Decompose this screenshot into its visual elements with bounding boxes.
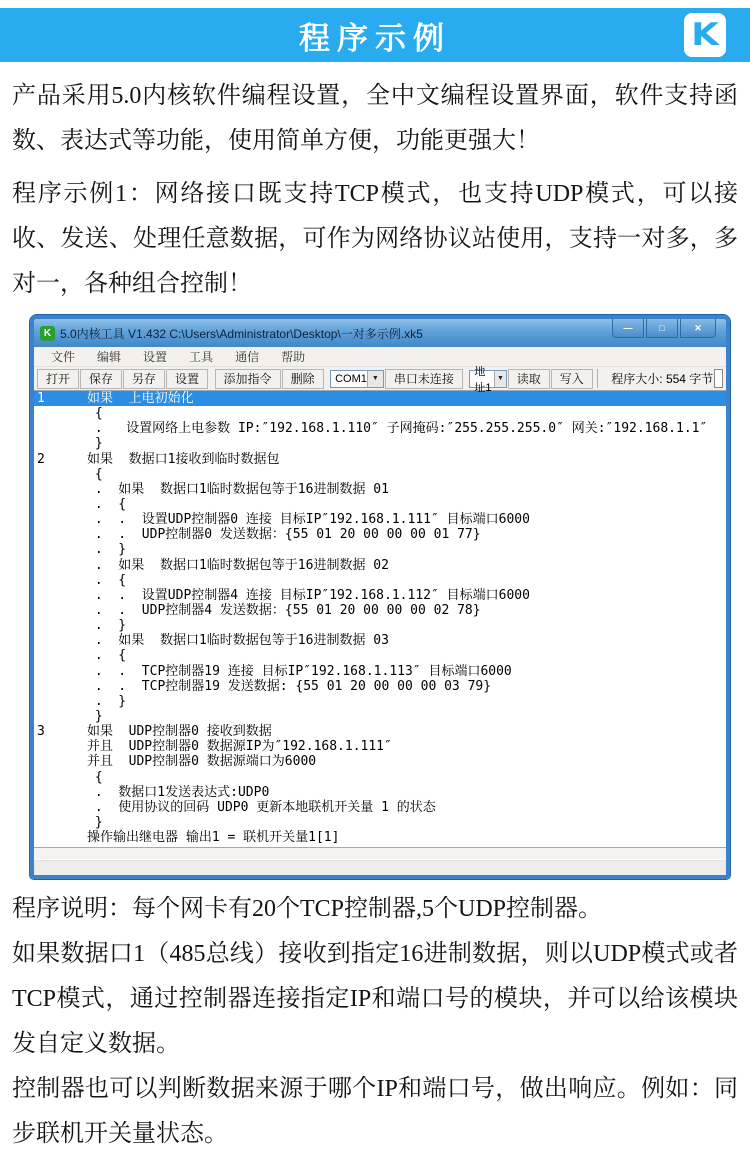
save-as-button[interactable]: 另存: [123, 369, 165, 389]
code-line[interactable]: . . UDP控制器0 发送数据：{55 01 20 00 00 00 01 77}: [87, 527, 481, 543]
code-editor[interactable]: [34, 390, 726, 847]
menu-tools[interactable]: 工具: [189, 350, 214, 364]
brand-logo: [684, 13, 726, 57]
description-paragraph: 程序说明：每个网卡有20个TCP控制器,5个UDP控制器。: [12, 896, 603, 922]
code-line[interactable]: }: [87, 436, 103, 452]
code-line[interactable]: . . 设置UDP控制器0 连接 目标IP″192.168.1.111″ 目标端口6000: [87, 512, 530, 528]
code-line[interactable]: }: [87, 814, 103, 830]
code-line[interactable]: . }: [87, 693, 127, 709]
code-line[interactable]: . 如果 数据口1临时数据包等于16进制数据 02: [87, 557, 389, 573]
program-size-label: 程序大小: 554 字节: [611, 372, 714, 386]
window-title: 5.0内核工具 V1.432 C:\Users\Administrator\Desktop\一对多示例.xk5: [60, 326, 423, 341]
code-line[interactable]: 操作输出继电器 输出1 = 联机开关量1[1]: [87, 830, 340, 846]
read-button[interactable]: 读取: [508, 369, 550, 389]
code-line[interactable]: 并且 UDP控制器0 数据源IP为″192.168.1.111″: [87, 739, 392, 755]
intro-paragraph: 程序示例1：网络接口既支持TCP模式，也支持UDP模式，可以接收、发送、处理任意数据，可作为网络协议站使用，支持一对多，多对一，各种组合控制！: [12, 181, 738, 297]
page-title: 程序示例: [299, 20, 451, 56]
code-line[interactable]: . 使用协议的回码 UDP0 更新本地联机开关量 1 的状态: [87, 799, 436, 815]
code-line[interactable]: 并且 UDP控制器0 数据源端口为6000: [87, 754, 317, 770]
window-titlebar[interactable]: [34, 319, 726, 347]
window-controls: [610, 319, 716, 338]
description-paragraph: 如果数据口1（485总线）接收到指定16进制数据，则以UDP模式或者TCP模式，通过控制器连接指定IP和端口号的模块，并可以给该模块发自定义数据。: [12, 941, 738, 1057]
code-line[interactable]: . 如果 数据口1临时数据包等于16进制数据 03: [87, 633, 389, 649]
address-value: 地址1: [474, 365, 492, 394]
code-line[interactable]: . . TCP控制器19 连接 目标IP″192.168.1.113″ 目标端口6000: [87, 663, 512, 679]
code-line[interactable]: . }: [87, 542, 127, 558]
menu-settings[interactable]: 设置: [143, 350, 168, 364]
code-line[interactable]: . 设置网络上电参数 IP:″192.168.1.110″ 子网掩码:″255.255.255.0″ 网关:″192.168.1.1″: [87, 421, 708, 437]
code-line[interactable]: {: [87, 406, 103, 422]
chevron-down-icon[interactable]: ▼: [494, 371, 506, 387]
code-line[interactable]: {: [87, 466, 103, 482]
delete-button[interactable]: 删除: [282, 369, 324, 389]
chevron-down-icon[interactable]: ▼: [367, 371, 383, 387]
minimize-button[interactable]: [612, 319, 644, 338]
close-button[interactable]: [680, 319, 716, 338]
description-section: [0, 879, 750, 1157]
minimize-icon: —: [623, 323, 633, 333]
save-button[interactable]: 保存: [80, 369, 122, 389]
menu-file[interactable]: 文件: [51, 350, 76, 364]
address-select[interactable]: [469, 365, 506, 394]
status-bar: [34, 859, 726, 875]
code-line[interactable]: . . 设置UDP控制器4 连接 目标IP″192.168.1.112″ 目标端口6000: [87, 587, 530, 603]
toolbar-end-field[interactable]: [714, 369, 723, 388]
code-line[interactable]: . {: [87, 496, 127, 512]
com-port-value: COM1: [335, 372, 367, 385]
intro-section: [0, 62, 750, 307]
code-line[interactable]: . {: [87, 648, 127, 664]
code-line[interactable]: 3 如果 UDP控制器0 接收到数据: [37, 724, 272, 740]
code-line[interactable]: . . TCP控制器19 发送数据: {55 01 20 00 00 00 03 79}: [87, 678, 492, 694]
code-line[interactable]: 2 如果 数据口1接收到临时数据包: [37, 451, 280, 467]
menu-edit[interactable]: 编辑: [97, 350, 122, 364]
brand-k-icon: K: [691, 17, 719, 53]
code-line[interactable]: . }: [87, 618, 127, 634]
code-line[interactable]: . . UDP控制器4 发送数据：{55 01 20 00 00 00 02 78}: [87, 602, 481, 618]
app-k-icon: K: [40, 326, 55, 341]
close-icon: ✕: [694, 322, 702, 333]
menu-comm[interactable]: 通信: [235, 350, 260, 364]
menu-help[interactable]: 帮助: [281, 350, 306, 364]
settings-button[interactable]: 设置: [166, 369, 208, 389]
serial-connect-button[interactable]: 串口未连接: [385, 369, 463, 389]
add-command-button[interactable]: 添加指令: [215, 369, 281, 389]
write-button[interactable]: 写入: [551, 369, 593, 389]
code-line[interactable]: {: [87, 769, 103, 785]
menu-bar: [34, 347, 726, 367]
intro-paragraph: 产品采用5.0内核软件编程设置，全中文编程设置界面，软件支持函数、表达式等功能，使用简单方便，功能更强大！: [12, 83, 738, 154]
com-port-select[interactable]: [330, 370, 384, 388]
code-line[interactable]: . 如果 数据口1临时数据包等于16进制数据 01: [87, 481, 389, 497]
app-window: [30, 315, 730, 879]
code-line[interactable]: . 数据口1发送表达式:UDP0: [87, 784, 270, 800]
toolbar: [34, 365, 726, 394]
maximize-icon: □: [659, 323, 665, 333]
open-button[interactable]: 打开: [37, 369, 79, 389]
status-bar-strip: [34, 847, 726, 859]
description-paragraph: 控制器也可以判断数据来源于哪个IP和端口号，做出响应。例如：同步联机开关量状态。: [12, 1076, 738, 1147]
code-line[interactable]: 1 如果 上电初始化: [34, 391, 726, 406]
code-line[interactable]: }: [87, 708, 103, 724]
code-line[interactable]: . {: [87, 572, 127, 588]
maximize-button[interactable]: [646, 319, 678, 338]
page-header: [0, 8, 750, 62]
